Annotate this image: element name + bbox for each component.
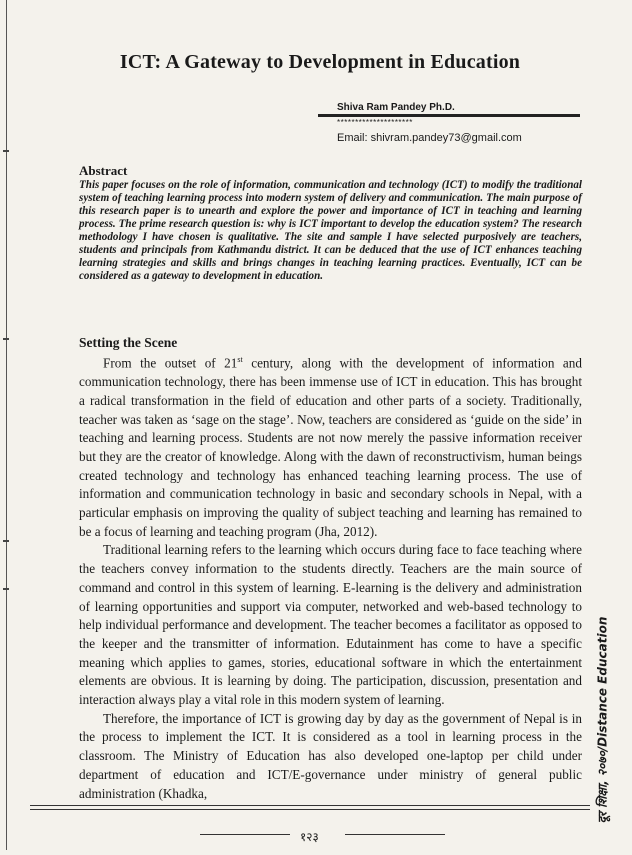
paragraph-2: Traditional learning refers to the learning which occurs during face to face teaching where the teachers convey information to the students directly. Teachers are the main source of command and control in this system of learning. E-learning is the delivery and administration of learning opportunities and support via computer, networked and web-based technology to help individual performance and development. The teacher becomes a facilitator as opposed to the keeper and the transmitter of information. Edutainment has come to have a specific meaning which applies to games, stories, educational software in which the entertainment elements are obvious. It is learning by doing. The participation, discussion, presentation and interaction always play a vital role in this modern system of learning. xyxy=(79,542,582,708)
journal-name-vertical: दूर शिक्षा, २०७०/Distance Education xyxy=(595,616,610,824)
binding-mark xyxy=(3,540,9,542)
ordinal-suffix: st xyxy=(237,355,243,364)
paragraph-1-rest: century, along with the development of information and communication technology, there has been immense use of ICT in education. This has brought a radical transformation in the field of education and other parts of a society. Traditionally, teacher was taken as ‘sage on the stage’. Now, teachers are considered as ‘guide on the side’ in teaching and learning process. Students are not now merely the passive information receiver but they are the creator of knowledge. Along with the dawn of reconstructivism, human beings created technology and technology has enhanced teaching learning process. The use of information and communication technology in basic and secondary schools in Nepal, with a particular emphasis on improving the quality of subject teaching and learning has remained to be a focus of learning and teaching program (Jha, 2012). xyxy=(79,355,582,539)
author-name: Shiva Ram Pandey Ph.D. xyxy=(337,102,455,113)
binding-mark xyxy=(3,588,9,590)
author-separator: ********************* xyxy=(337,118,413,127)
footer-rule-bottom xyxy=(30,809,590,810)
abstract-heading: Abstract xyxy=(79,163,128,178)
paragraph-3: Therefore, the importance of ICT is growing day by day as the government of Nepal is in the process to implement the ICT. It is considered as a tool in learning process in the classroom. The Ministry of Education has also developed one-laptop per child under department of education and ICT/E-governance under ministry of general public administration (Khadka, xyxy=(79,710,582,801)
paragraph-1-start: From the outset of 21 xyxy=(103,355,238,371)
binding-mark xyxy=(3,150,9,152)
binding-mark xyxy=(3,338,9,340)
author-rule xyxy=(318,114,580,117)
binding-edge-line xyxy=(6,0,7,850)
section-body xyxy=(79,351,582,803)
paragraph-1 xyxy=(79,351,582,541)
abstract-text: This paper focuses on the role of information, communication and technology (ICT) to modify the traditional system of teaching learning process into modern system of delivery and communication. The main purpose of this research paper is to unearth and explore the power and importance of ICT in teaching and learning process. The prime research question is: why is ICT important to develop the education system? The research methodology I have chosen is qualitative. The site and sample I have selected purposively are teachers, students and principals from Kathmandu district. It can be deduced that the use of ICT enhances teaching learning strategies and skills and brings changes in teaching learning practices. Eventually, ICT can be considered as a gateway to development in education. xyxy=(79,179,582,282)
journal-margin-label xyxy=(587,585,617,855)
footer-rule-right xyxy=(345,834,445,835)
footer-rule-left xyxy=(200,834,290,835)
page-number: १२३ xyxy=(300,830,319,844)
author-email: Email: shivram.pandey73@gmail.com xyxy=(337,132,522,144)
section-heading: Setting the Scene xyxy=(79,335,178,350)
footer-rule-top xyxy=(30,805,590,806)
paper-title: ICT: A Gateway to Development in Education xyxy=(119,51,521,73)
